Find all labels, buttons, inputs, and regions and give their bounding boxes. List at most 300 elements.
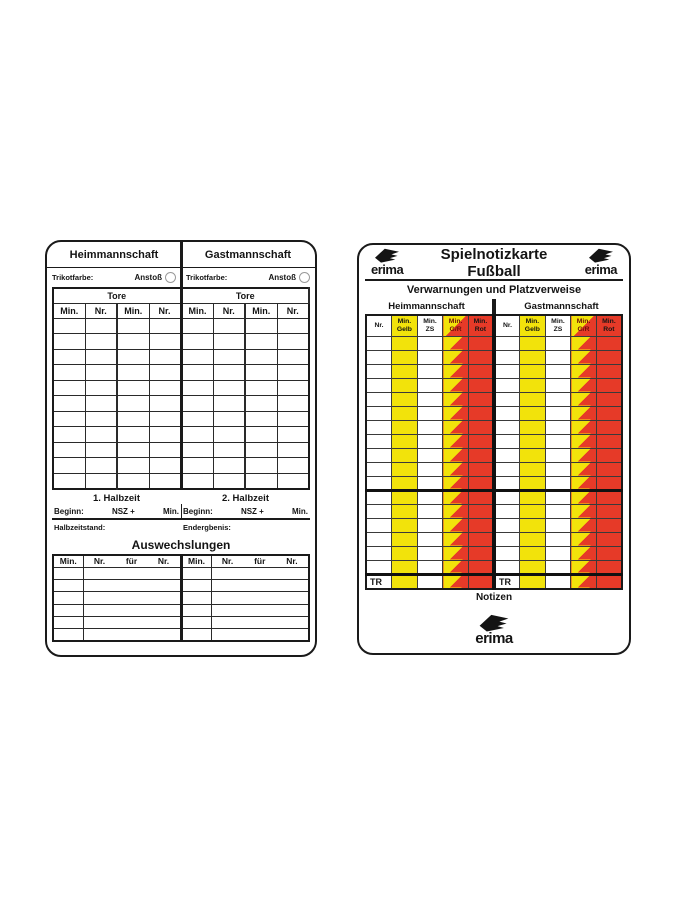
empty-cell: [468, 378, 494, 392]
empty-cell: [571, 448, 597, 462]
second-half-fields: [181, 505, 310, 518]
empty-cell: [494, 546, 520, 560]
empty-cell: [494, 336, 520, 350]
empty-cell: [417, 574, 443, 589]
table-row: [53, 568, 309, 580]
brand-name: erima: [584, 262, 617, 277]
empty-cell: [468, 336, 494, 350]
empty-cell: [545, 406, 571, 420]
empty-cell: [417, 532, 443, 546]
empty-cell: [494, 448, 520, 462]
empty-cell: [117, 411, 149, 427]
home-team-header: Heimmannschaft: [388, 300, 465, 312]
table-row: [366, 336, 622, 350]
empty-cell: [149, 411, 181, 427]
title-line1: Spielnotizkarte: [440, 246, 548, 263]
empty-cell: [211, 568, 309, 580]
center-divider: [492, 299, 496, 314]
empty-cell: [596, 448, 622, 462]
empty-cell: [53, 616, 83, 628]
halftime-score-label: Halbzeitstand:: [54, 522, 106, 532]
col-header-min: Min.: [245, 303, 277, 318]
trikotfarbe-label: Trikotfarbe:: [186, 273, 228, 282]
table-row: [53, 616, 309, 628]
table-row: [366, 504, 622, 518]
empty-cell: [443, 420, 469, 434]
empty-cell: [181, 458, 213, 474]
nr-label: Nr.: [221, 556, 234, 567]
empty-cell: [117, 442, 149, 458]
brand-name: erima: [371, 262, 404, 277]
empty-cell: [392, 434, 418, 448]
empty-cell: [392, 490, 418, 504]
table-row: [366, 532, 622, 546]
table-row: [366, 546, 622, 560]
empty-cell: [443, 532, 469, 546]
empty-cell: [211, 580, 309, 592]
col-header-nr: Nr.: [277, 303, 309, 318]
table-row: [53, 442, 309, 458]
halftime-divider: [181, 504, 182, 518]
empty-cell: [596, 490, 622, 504]
empty-cell: [245, 442, 277, 458]
empty-cell: [53, 427, 85, 443]
empty-cell: [545, 462, 571, 476]
empty-cell: [545, 490, 571, 504]
score-card: [45, 240, 317, 657]
empty-cell: [545, 448, 571, 462]
empty-cell: [245, 458, 277, 474]
empty-cell: [149, 396, 181, 412]
empty-cell: [596, 378, 622, 392]
final-score-label: Endergbenis:: [183, 522, 231, 532]
empty-cell: [213, 411, 245, 427]
empty-cell: [596, 574, 622, 589]
team-header-row: [47, 242, 315, 268]
empty-cell: [571, 462, 597, 476]
empty-cell: [392, 504, 418, 518]
empty-cell: [468, 462, 494, 476]
trainer-row: [366, 574, 622, 589]
cautions-rows-top: [366, 336, 622, 490]
empty-cell: [468, 392, 494, 406]
empty-cell: [53, 380, 85, 396]
empty-cell: [85, 334, 117, 350]
empty-cell: [520, 518, 546, 532]
empty-cell: [366, 476, 392, 490]
goals-table-body: [53, 318, 309, 489]
empty-cell: [417, 392, 443, 406]
goals-title-home: Tore: [53, 288, 181, 303]
team-header-row: [359, 298, 629, 314]
empty-cell: [277, 365, 309, 381]
empty-cell: [213, 334, 245, 350]
empty-cell: [85, 442, 117, 458]
empty-cell: [392, 560, 418, 574]
empty-cell: [443, 448, 469, 462]
empty-cell: [211, 616, 309, 628]
empty-cell: [181, 604, 211, 616]
empty-cell: [520, 574, 546, 589]
empty-cell: [392, 336, 418, 350]
empty-cell: [213, 427, 245, 443]
empty-cell: [213, 380, 245, 396]
guest-team-header: Gastmannschaft: [524, 300, 599, 312]
empty-cell: [545, 476, 571, 490]
empty-cell: [213, 365, 245, 381]
empty-cell: [53, 349, 85, 365]
empty-cell: [117, 349, 149, 365]
home-jersey-section: [47, 272, 181, 283]
empty-cell: [53, 442, 85, 458]
table-row: [53, 473, 309, 489]
empty-cell: [596, 546, 622, 560]
empty-cell: [596, 462, 622, 476]
table-row: [53, 592, 309, 604]
goals-title-row: [53, 288, 309, 303]
empty-cell: [520, 462, 546, 476]
table-row: [366, 434, 622, 448]
subs-header-labels: [84, 556, 180, 566]
empty-cell: [366, 462, 392, 476]
empty-cell: [571, 364, 597, 378]
guest-team-header: Gastmannschaft: [204, 248, 292, 261]
empty-cell: [277, 380, 309, 396]
kickoff-field: [268, 272, 310, 283]
empty-cell: [545, 560, 571, 574]
empty-cell: [494, 518, 520, 532]
empty-cell: [117, 365, 149, 381]
empty-cell: [213, 458, 245, 474]
empty-cell: [443, 336, 469, 350]
col-header-min-gelb: Min. Gelb: [392, 315, 418, 336]
empty-cell: [596, 364, 622, 378]
empty-cell: [366, 518, 392, 532]
empty-cell: [417, 490, 443, 504]
guest-jersey-section: [181, 272, 315, 283]
erima-logo-right: [585, 248, 617, 276]
empty-cell: [571, 560, 597, 574]
empty-cell: [468, 364, 494, 378]
empty-cell: [571, 350, 597, 364]
table-row: [53, 380, 309, 396]
col-header-min-rot: Min. Rot: [468, 315, 494, 336]
nsz-label: NSZ +: [111, 506, 135, 516]
empty-cell: [366, 364, 392, 378]
empty-cell: [83, 604, 181, 616]
empty-cell: [596, 434, 622, 448]
empty-cell: [117, 458, 149, 474]
empty-cell: [117, 380, 149, 396]
empty-cell: [468, 518, 494, 532]
cautions-table: [365, 314, 623, 590]
empty-cell: [468, 448, 494, 462]
trikotfarbe-label: Trikotfarbe:: [52, 273, 94, 282]
table-row: [366, 364, 622, 378]
empty-cell: [53, 318, 85, 334]
empty-cell: [494, 532, 520, 546]
empty-cell: [417, 350, 443, 364]
empty-cell: [213, 318, 245, 334]
empty-cell: [571, 476, 597, 490]
empty-cell: [245, 349, 277, 365]
empty-cell: [571, 378, 597, 392]
empty-cell: [520, 476, 546, 490]
empty-cell: [468, 532, 494, 546]
empty-cell: [85, 473, 117, 489]
empty-cell: [443, 350, 469, 364]
empty-cell: [520, 364, 546, 378]
empty-cell: [53, 628, 83, 640]
empty-cell: [53, 411, 85, 427]
empty-cell: [494, 392, 520, 406]
empty-cell: [520, 434, 546, 448]
home-team-header: Heimmannschaft: [69, 248, 159, 261]
empty-cell: [596, 476, 622, 490]
empty-cell: [277, 473, 309, 489]
empty-cell: [366, 392, 392, 406]
cautions-header-row: [366, 315, 622, 336]
nsz-label: NSZ +: [240, 506, 264, 516]
table-row: [53, 365, 309, 381]
col-header-min-gr: Min. G/R: [443, 315, 469, 336]
empty-cell: [85, 458, 117, 474]
empty-cell: [245, 365, 277, 381]
empty-cell: [571, 490, 597, 504]
empty-cell: [443, 392, 469, 406]
empty-cell: [181, 318, 213, 334]
col-header-nr-fuer-nr: [83, 555, 181, 568]
empty-cell: [181, 580, 211, 592]
empty-cell: [213, 349, 245, 365]
empty-cell: [520, 532, 546, 546]
empty-cell: [596, 532, 622, 546]
empty-cell: [417, 560, 443, 574]
empty-cell: [392, 462, 418, 476]
table-row: [53, 458, 309, 474]
empty-cell: [149, 427, 181, 443]
empty-cell: [596, 350, 622, 364]
goals-column-header-row: [53, 303, 309, 318]
empty-cell: [596, 420, 622, 434]
empty-cell: [494, 434, 520, 448]
empty-cell: [443, 434, 469, 448]
empty-cell: [181, 473, 213, 489]
empty-cell: [520, 490, 546, 504]
empty-cell: [494, 350, 520, 364]
empty-cell: [545, 504, 571, 518]
empty-cell: [366, 546, 392, 560]
empty-cell: [181, 334, 213, 350]
empty-cell: [571, 434, 597, 448]
empty-cell: [520, 378, 546, 392]
table-row: [366, 462, 622, 476]
empty-cell: [392, 546, 418, 560]
empty-cell: [520, 448, 546, 462]
empty-cell: [468, 406, 494, 420]
subs-header-row: [53, 555, 309, 568]
empty-cell: [149, 458, 181, 474]
notes-label: Notizen: [475, 592, 513, 603]
center-divider: [180, 242, 183, 287]
empty-cell: [596, 392, 622, 406]
empty-cell: [53, 604, 83, 616]
table-row: [366, 518, 622, 532]
nr-label: Nr.: [286, 556, 298, 567]
empty-cell: [417, 448, 443, 462]
erima-wing-icon: [587, 248, 615, 263]
empty-cell: [181, 442, 213, 458]
empty-cell: [596, 504, 622, 518]
beginn-label: Beginn:: [54, 506, 84, 516]
empty-cell: [366, 378, 392, 392]
erima-wing-icon: [373, 248, 401, 263]
empty-cell: [443, 476, 469, 490]
empty-cell: [366, 406, 392, 420]
table-row: [53, 396, 309, 412]
empty-cell: [520, 504, 546, 518]
subs-table-body: [53, 568, 309, 641]
empty-cell: [494, 462, 520, 476]
empty-cell: [468, 546, 494, 560]
empty-cell: [85, 318, 117, 334]
empty-cell: [392, 476, 418, 490]
empty-cell: [83, 580, 181, 592]
empty-cell: [520, 336, 546, 350]
empty-cell: [520, 406, 546, 420]
empty-cell: [494, 420, 520, 434]
empty-cell: [545, 364, 571, 378]
kickoff-circle: [165, 272, 176, 283]
empty-cell: [83, 628, 181, 640]
empty-cell: [181, 592, 211, 604]
empty-cell: [181, 628, 211, 640]
table-row: [366, 560, 622, 574]
col-header-min-zs: Min. ZS: [417, 315, 443, 336]
erima-logo-left: [371, 248, 403, 276]
empty-cell: [494, 378, 520, 392]
empty-cell: [277, 458, 309, 474]
substitutions-title: Auswechslungen: [131, 537, 231, 552]
empty-cell: [366, 336, 392, 350]
table-row: [53, 604, 309, 616]
empty-cell: [366, 448, 392, 462]
empty-cell: [245, 396, 277, 412]
empty-cell: [468, 560, 494, 574]
table-row: [366, 392, 622, 406]
empty-cell: [392, 574, 418, 589]
empty-cell: [494, 490, 520, 504]
table-row: [53, 349, 309, 365]
table-row: [53, 334, 309, 350]
empty-cell: [83, 592, 181, 604]
empty-cell: [277, 318, 309, 334]
empty-cell: [392, 518, 418, 532]
empty-cell: [181, 349, 213, 365]
empty-cell: [53, 396, 85, 412]
empty-cell: [277, 396, 309, 412]
empty-cell: [468, 350, 494, 364]
empty-cell: [443, 378, 469, 392]
empty-cell: [468, 504, 494, 518]
empty-cell: [443, 560, 469, 574]
cautions-rows-bottom: [366, 490, 622, 574]
empty-cell: [494, 364, 520, 378]
subs-header-labels: [212, 556, 309, 566]
empty-cell: [181, 568, 211, 580]
anstoss-label: Anstoß: [268, 273, 296, 282]
empty-cell: [85, 411, 117, 427]
table-row: [366, 476, 622, 490]
empty-cell: [53, 580, 83, 592]
empty-cell: [468, 420, 494, 434]
empty-cell: [85, 349, 117, 365]
empty-cell: [83, 568, 181, 580]
notes-card: [357, 243, 631, 655]
empty-cell: [596, 560, 622, 574]
empty-cell: [181, 380, 213, 396]
empty-cell: [53, 568, 83, 580]
empty-cell: [245, 380, 277, 396]
empty-cell: [181, 427, 213, 443]
empty-cell: [571, 392, 597, 406]
nr-label: Nr.: [93, 556, 106, 567]
empty-cell: [83, 616, 181, 628]
empty-cell: [417, 504, 443, 518]
goals-title-guest: Tore: [181, 288, 309, 303]
empty-cell: [545, 336, 571, 350]
empty-cell: [366, 434, 392, 448]
goals-table: [52, 287, 310, 490]
empty-cell: [596, 336, 622, 350]
empty-cell: [571, 546, 597, 560]
table-row: [53, 318, 309, 334]
empty-cell: [520, 546, 546, 560]
col-header-min-gr: Min. G/R: [571, 315, 597, 336]
empty-cell: [245, 318, 277, 334]
empty-cell: [85, 396, 117, 412]
empty-cell: [181, 616, 211, 628]
col-header-min: Min.: [181, 303, 213, 318]
empty-cell: [366, 420, 392, 434]
empty-cell: [494, 560, 520, 574]
empty-cell: [85, 365, 117, 381]
empty-cell: [596, 518, 622, 532]
first-half-fields: [52, 505, 181, 518]
empty-cell: [468, 434, 494, 448]
col-header-nr: Nr.: [149, 303, 181, 318]
empty-cell: [277, 411, 309, 427]
empty-cell: [571, 406, 597, 420]
empty-cell: [417, 476, 443, 490]
table-row: [366, 448, 622, 462]
empty-cell: [443, 462, 469, 476]
col-header-min-rot: Min. Rot: [596, 315, 622, 336]
empty-cell: [596, 406, 622, 420]
table-row: [366, 350, 622, 364]
empty-cell: [443, 546, 469, 560]
empty-cell: [520, 392, 546, 406]
min-label: Min.: [292, 506, 308, 516]
empty-cell: [443, 504, 469, 518]
table-row: [366, 420, 622, 434]
empty-cell: [545, 532, 571, 546]
col-header-min: Min.: [181, 555, 211, 568]
empty-cell: [213, 396, 245, 412]
nr-label: Nr.: [157, 556, 170, 567]
empty-cell: [571, 420, 597, 434]
empty-cell: [211, 628, 309, 640]
